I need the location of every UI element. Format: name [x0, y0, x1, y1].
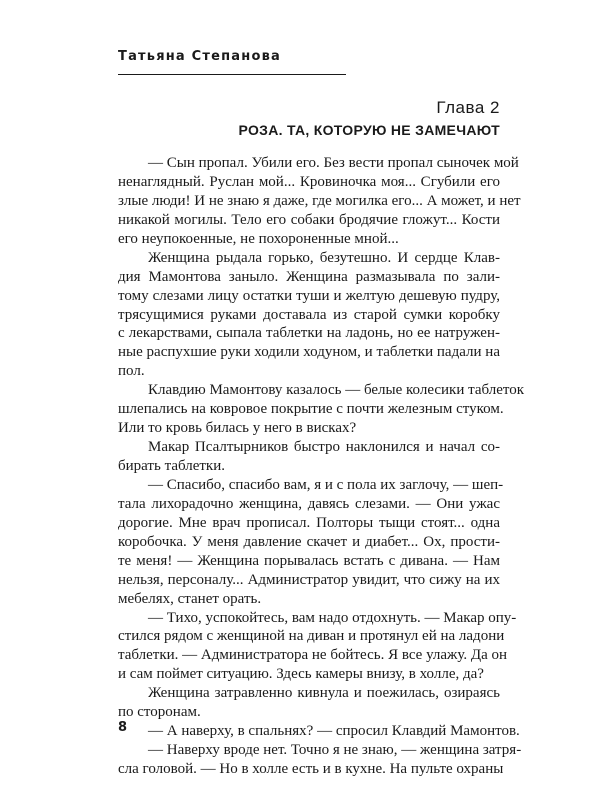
text-line: Женщина затравленно кивнула и поежилась, озираясь	[148, 685, 500, 702]
text-line: ненаглядный. Руслан мой... Кровиночка моя... Сгубили его	[118, 173, 500, 190]
text-line: тому слезами лицу остатки туши и желтую дешевую пудру,	[118, 287, 500, 304]
chapter-number: Глава 2	[436, 98, 500, 117]
text-line: его неупокоенные, не похороненные мной...	[118, 230, 399, 247]
text-line: мебелях, станет орать.	[118, 590, 262, 607]
text-line: злые люди! И не знаю я даже, где могилка его... А может, и нет	[118, 192, 521, 209]
text-line: трясущимися руками доставала из старой сумки коробку	[118, 306, 500, 323]
text-line: — Наверху вроде нет. Точно я не знаю, — женщина затря-	[148, 742, 522, 759]
text-line: никакой могилы. Тело его собаки бродячие гложут... Кости	[118, 211, 500, 228]
running-header-author: Татьяна Степанова	[118, 49, 281, 64]
text-line: — А наверху, в спальнях? — спросил Клавдий Мамонтов.	[148, 723, 520, 740]
text-line: нельзя, персоналу... Администратор увидит, что сижу на их	[118, 571, 500, 588]
text-line: — Спасибо, спасибо вам, я и с пола их заглочу, — шеп-	[148, 476, 504, 493]
header-rule	[118, 74, 346, 75]
text-line: — Тихо, успокойтесь, вам надо отдохнуть. — Макар опу-	[148, 609, 517, 626]
text-line: по сторонам.	[118, 704, 201, 721]
chapter-title: РОЗА. ТА, КОТОРУЮ НЕ ЗАМЕЧАЮТ	[238, 122, 500, 138]
text-line: шлепались на ковровое покрытие с почти железным стуком.	[118, 401, 504, 418]
text-line: сла головой. — Но в холле есть и в кухне. На пульте охраны	[118, 761, 504, 777]
text-line: Макар Псалтырников быстро наклонился и начал со-	[148, 439, 500, 456]
text-line: те меня! — Женщина порывалась встать с дивана. — Нам	[118, 552, 500, 569]
text-line: с лекарствами, сыпала таблетки на ладонь, но ее натружен-	[118, 325, 500, 342]
text-line: коробочка. У меня давление скачет и диабет... Ох, прости-	[118, 533, 500, 550]
text-line: бирать таблетки.	[118, 458, 225, 474]
text-line: дорогие. Мне врач прописал. Полторы тыщи стоят... одна	[118, 514, 500, 531]
text-line: и сам поймет ситуацию. Здесь камеры внизу, в холле, да?	[118, 666, 484, 683]
text-line: Клавдию Мамонтову казалось — белые колесики таблеток	[148, 382, 525, 399]
text-line: Женщина рыдала горько, безутешно. И сердце Клав-	[148, 249, 500, 266]
text-line: Или то кровь билась у него в висках?	[118, 420, 357, 437]
text-line: дия Мамонтова заныло. Женщина размазывала по зали-	[118, 268, 500, 285]
body-text	[118, 154, 525, 779]
text-line: пол.	[118, 363, 145, 380]
text-line: стился рядом с женщиной на диван и протянул ей на ладони	[118, 628, 505, 645]
text-line: тала лихорадочно женщина, давясь слезами. — Они ужас	[118, 495, 500, 512]
page-number: 8	[118, 720, 128, 735]
text-line: ные распухшие руки ходили ходуном, и таблетки падали на	[118, 344, 500, 361]
text-line: таблетки. — Администратора не бойтесь. Я все улажу. Да он	[118, 647, 508, 664]
text-line: — Сын пропал. Убили его. Без вести пропал сыночек мой	[148, 155, 519, 171]
